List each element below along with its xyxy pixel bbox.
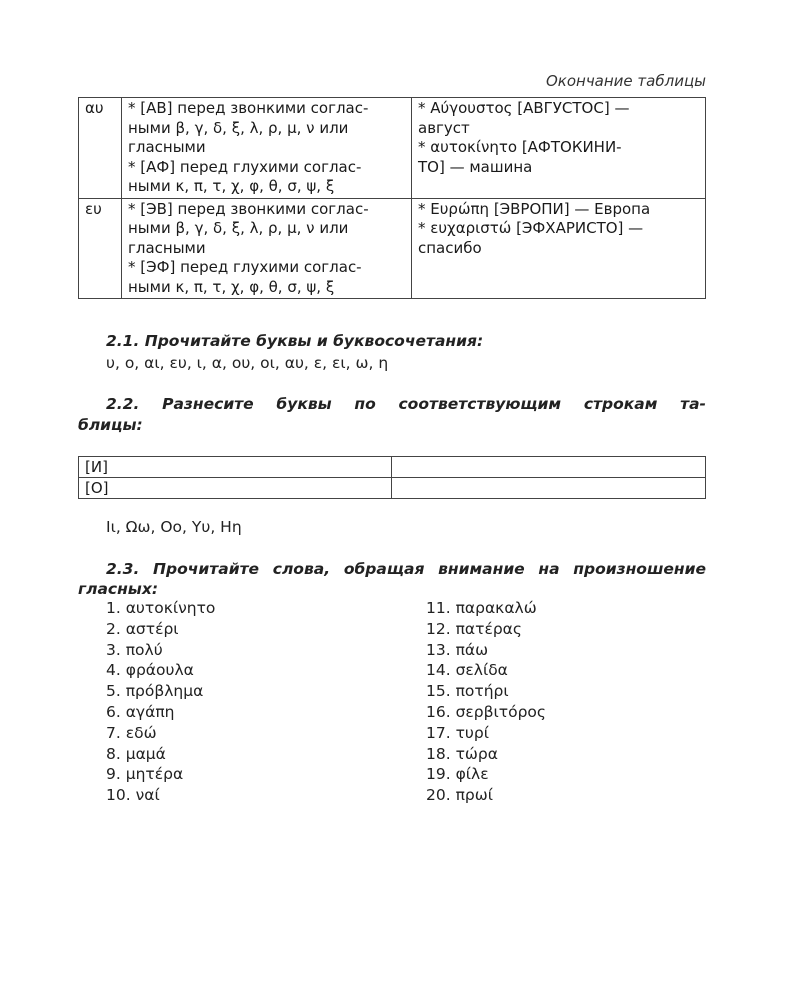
rule-cell xyxy=(122,198,412,299)
task-2-2-title-continuation: блицы: xyxy=(78,416,143,434)
list-item: 14. σελίδα xyxy=(426,661,508,680)
word-list-right xyxy=(426,598,546,806)
task-2-3-title-line: 2.3. Прочитайте слова, обращая внимание на произношение xyxy=(106,560,706,578)
list-item: 3. πολύ xyxy=(106,640,163,659)
answer-cell[interactable] xyxy=(392,457,706,478)
rule-line: * [АВ] перед звонкими соглас- xyxy=(128,99,369,117)
rule-line: ными κ, π, τ, χ, φ, θ, σ, ψ, ξ xyxy=(128,277,335,296)
sound-label-cell: [О] xyxy=(79,478,392,499)
list-item: 11. παρακαλώ xyxy=(426,599,537,617)
list-item: 13. πάω xyxy=(426,640,489,659)
table-row xyxy=(79,478,706,499)
rule-line: ными β, γ, δ, ξ, λ, ρ, μ, ν или xyxy=(128,118,349,137)
letter-combination-cell: αυ xyxy=(79,98,122,199)
sound-sorting-table xyxy=(78,456,706,499)
list-item: 12. πατέρας xyxy=(426,619,522,638)
list-item: 8. μαμά xyxy=(106,744,166,763)
list-item: 18. τώρα xyxy=(426,744,498,763)
example-cell xyxy=(412,98,706,199)
list-item: 20. πρωί xyxy=(426,786,493,805)
list-item: 19. φίλε xyxy=(426,765,489,784)
list-item: 17. τυρί xyxy=(426,723,489,742)
example-line: август xyxy=(418,118,470,137)
list-item: 2. αστέρι xyxy=(106,619,179,638)
table-row xyxy=(79,98,706,199)
rule-line: * [ЭФ] перед глухими соглас- xyxy=(128,258,362,276)
example-cell xyxy=(412,198,706,299)
example-line: спасибо xyxy=(418,238,482,257)
pronunciation-rules-table xyxy=(78,97,706,299)
example-line: * ευχαριστώ [ЭФХАРИСТО] — xyxy=(418,219,644,237)
rule-line: * [АФ] перед глухими соглас- xyxy=(128,157,362,176)
list-item: 1. αυτοκίνητο xyxy=(106,599,216,617)
word-list-left xyxy=(106,598,215,806)
task-2-2-letters: Ιι, Ωω, Οο, Υυ, Ηη xyxy=(106,518,242,536)
rule-line: гласными xyxy=(128,238,206,257)
task-2-2-title xyxy=(106,395,706,413)
rule-line: * [ЭВ] перед звонкими соглас- xyxy=(128,199,369,218)
task-2-3-title-continuation: гласных: xyxy=(78,580,159,598)
task-2-1-letters: υ, ο, αι, ευ, ι, α, ου, οι, αυ, ε, ει, ω, η xyxy=(106,354,389,372)
list-item: 6. αγάπη xyxy=(106,702,175,721)
list-item: 15. ποτήρι xyxy=(426,682,509,701)
sound-label-cell: [И] xyxy=(79,457,392,478)
rule-line: ными κ, π, τ, χ, φ, θ, σ, ψ, ξ xyxy=(128,177,335,195)
example-line: * Ευρώπη [ЭВРОПИ] — Европа xyxy=(418,199,651,218)
rule-line: ными β, γ, δ, ξ, λ, ρ, μ, ν или xyxy=(128,219,349,237)
rule-cell xyxy=(122,98,412,199)
table-row xyxy=(79,457,706,478)
task-2-3-title xyxy=(106,560,706,578)
list-item: 4. φράουλα xyxy=(106,661,194,680)
list-item: 9. μητέρα xyxy=(106,765,184,784)
task-2-2-title-line: 2.2. Разнесите буквы по соответствующим строкам та- xyxy=(106,395,706,413)
task-2-1-title: 2.1. Прочитайте буквы и буквосочетания: xyxy=(106,332,484,350)
list-item: 16. σερβιτόρος xyxy=(426,702,546,721)
list-item: 7. εδώ xyxy=(106,723,157,742)
letter-combination-cell: ευ xyxy=(79,198,122,299)
example-line: * Αύγουστος [АВГУСТОС] — xyxy=(418,99,630,117)
list-item: 5. πρόβλημα xyxy=(106,682,204,701)
list-item: 10. ναί xyxy=(106,786,160,805)
answer-cell[interactable] xyxy=(392,478,706,499)
example-line: ТО] — машина xyxy=(418,157,533,176)
table-row xyxy=(79,198,706,299)
rule-line: гласными xyxy=(128,138,206,156)
example-line: * αυτοκίνητο [АФТОКИНИ- xyxy=(418,138,622,156)
table-continuation-note: Окончание таблицы xyxy=(545,72,706,90)
